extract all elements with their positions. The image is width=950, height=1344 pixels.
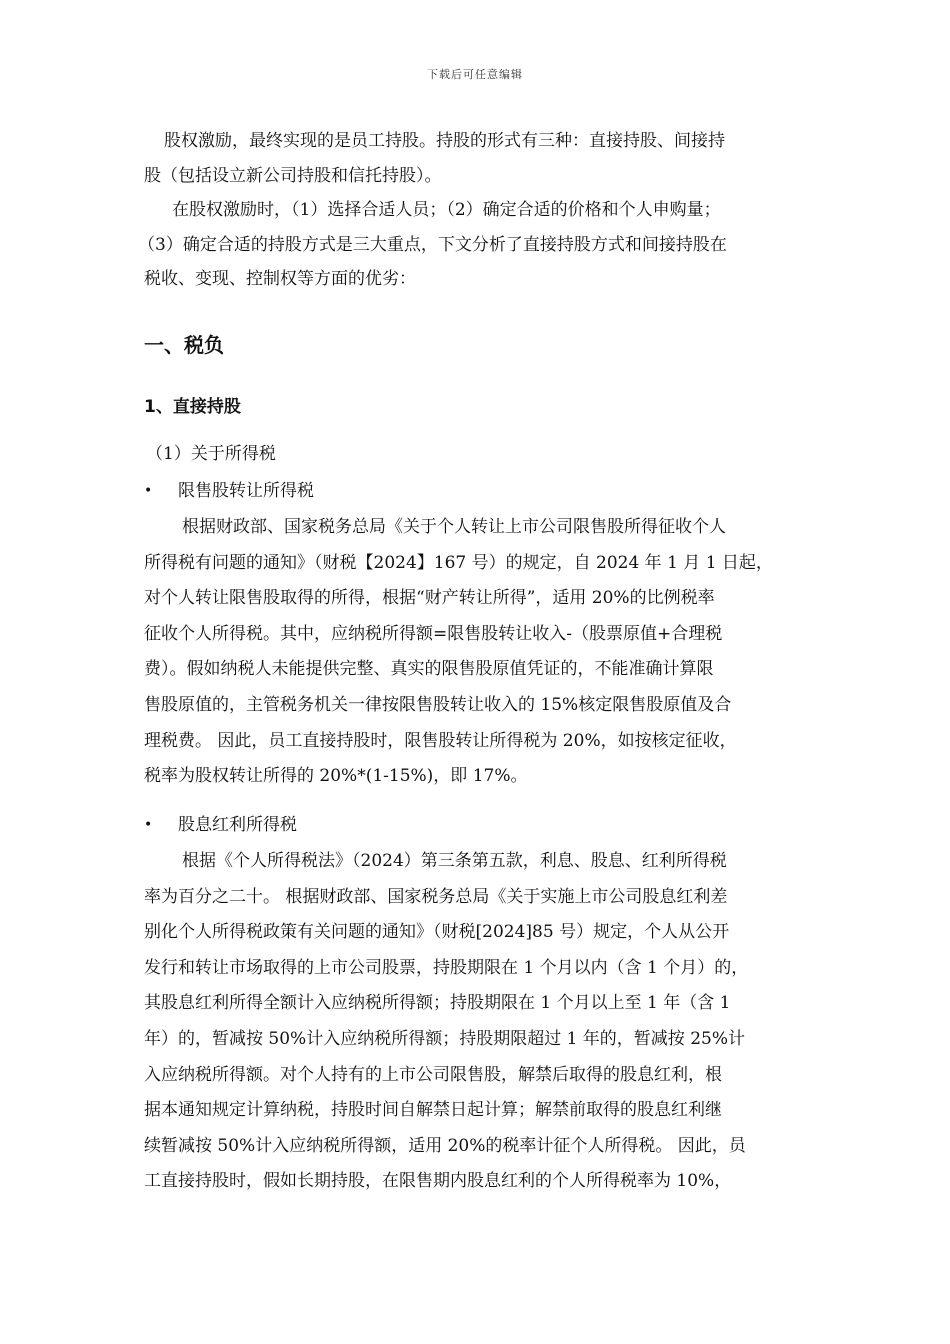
bullet-1-body xyxy=(144,510,824,795)
body-line: 续暂减按 50%计入应纳税所得额，适用 20%的税率计征个人所得税。 因此，员 xyxy=(144,1135,746,1156)
bullet-dot-icon: • xyxy=(144,483,153,499)
body-line: 所得税有问题的通知》（财税【2024】167 号）的规定，自 2024 年 1 月 1 日起， xyxy=(144,552,773,573)
body-line: 征收个人所得税。其中，应纳税所得额=限售股转让收入-（股票原值+合理税 xyxy=(144,623,723,644)
body-line: 年）的，暂减按 50%计入应纳税所得额；持股期限超过 1 年的，暂减按 25%计 xyxy=(144,1028,746,1049)
body-line: 根据财政部、国家税务总局《关于个人转让上市公司限售股所得征收个人 xyxy=(182,517,726,537)
intro-paragraph-1 xyxy=(144,124,824,193)
body-line: 率为百分之二十。 根据财政部、国家税务总局《关于实施上市公司股息红利差 xyxy=(144,886,728,907)
body-line: 对个人转让限售股取得的所得，根据“财产转让所得”，适用 20%的比例税率 xyxy=(144,588,715,609)
body-line: 别化个人所得税政策有关问题的通知》（财税[2024]85 号）规定，个人从公开 xyxy=(144,922,730,943)
page-header: 下载后可任意编辑 xyxy=(427,68,523,81)
body-line: 其股息红利所得全额计入应纳税所得额；持股期限在 1 个月以上至 1 年（含 1 xyxy=(144,993,731,1014)
intro-p2-line: 在股权激励时，（1）选择合适人员；（2）确定合适的价格和个人申购量； xyxy=(172,200,721,220)
bullet-2-label: 股息红利所得税 xyxy=(178,815,297,835)
bullet-1-label: 限售股转让所得税 xyxy=(178,481,314,501)
body-line: 税率为股权转让所得的 20%*(1-15%)，即 17%。 xyxy=(144,766,528,787)
bullet-2 xyxy=(144,808,824,843)
bullet-2-body xyxy=(144,844,824,1200)
intro-paragraph-2 xyxy=(138,193,824,297)
intro-p1-line: 股（包括设立新公司持股和信托持股）。 xyxy=(144,165,442,186)
item-heading xyxy=(144,437,824,472)
bullet-dot-icon: • xyxy=(144,817,153,833)
item-1-label: （1）关于所得税 xyxy=(146,444,276,464)
subsection-title: 1、直接持股 xyxy=(144,397,241,417)
intro-p2-line: 税收、变现、控制权等方面的优劣： xyxy=(144,269,416,289)
body-line: 工直接持股时，假如长期持股，在限售期内股息红利的个人所得税率为 10%， xyxy=(144,1171,732,1192)
intro-p1-line: 股权激励，最终实现的是员工持股。持股的形式有三种：直接持股、间接持 xyxy=(164,131,725,151)
intro-p2-line: （3）确定合适的持股方式是三大重点，下文分析了直接持股方式和间接持股在 xyxy=(138,234,727,255)
body-line: 费）。假如纳税人未能提供完整、真实的限售股原值凭证的，不能准确计算限 xyxy=(144,659,714,680)
body-line: 理税费。 因此，员工直接持股时，限售股转让所得税为 20%，如按核定征收， xyxy=(144,730,737,751)
body-line: 发行和转让市场取得的上市公司股票，持股期限在 1 个月以内（含 1 个月）的， xyxy=(144,957,749,978)
bullet-1 xyxy=(144,474,824,509)
body-line: 根据《个人所得税法》（2024）第三条第五款，利息、股息、红利所得税 xyxy=(182,851,727,871)
body-line: 入应纳税所得额。对个人持有的上市公司限售股，解禁后取得的股息红利，根 xyxy=(144,1064,722,1085)
section-title: 一、税负 xyxy=(144,333,224,357)
body-line: 据本通知规定计算纳税，持股时间自解禁日起计算；解禁前取得的股息红利继 xyxy=(144,1100,722,1121)
body-line: 售股原值的，主管税务机关一律按限售股转让收入的 15%核定限售股原值及合 xyxy=(144,694,732,715)
